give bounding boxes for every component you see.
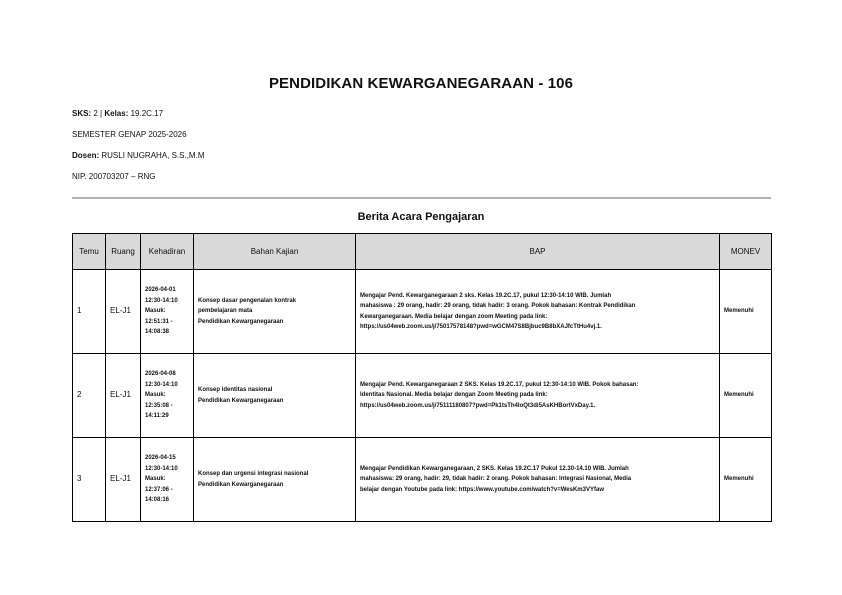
kehadiran-line: 14:08:16 <box>145 497 170 504</box>
cell-temu: 2 <box>73 354 106 438</box>
class-info <box>72 109 163 118</box>
kehadiran-line: 14:11:29 <box>145 413 169 420</box>
kehadiran-line: 12:35:08 - <box>145 402 173 409</box>
header-ruang: Ruang <box>106 234 141 270</box>
kehadiran-line: 2026-04-01 <box>145 287 176 294</box>
cell-ruang: EL-J1 <box>106 438 141 522</box>
kehadiran-line: 12:37:06 - <box>145 486 173 493</box>
kehadiran-line: 12:30-14:10 <box>145 381 178 388</box>
kehadiran-line: 2026-04-15 <box>145 455 176 462</box>
table-row <box>73 270 772 354</box>
header-bahan-kajian: Bahan Kajian <box>194 234 356 270</box>
sks-label: SKS: <box>72 109 92 118</box>
kelas-label: Kelas: <box>104 109 129 118</box>
kehadiran-line: 2026-04-08 <box>145 371 176 378</box>
bahan-line: Konsep dan urgensi integrasi nasional <box>198 471 309 477</box>
cell-temu: 3 <box>73 438 106 522</box>
nip-text: NIP. 200703207 – RNG <box>72 172 156 181</box>
bahan-line: Konsep identitas nasional <box>198 387 273 393</box>
cell-kehadiran <box>141 438 194 522</box>
bap-line: Kewarganegaraan. Media belajar dengan zoom Meeting pada link: <box>360 313 548 320</box>
cell-bahan-kajian <box>194 270 356 354</box>
bap-line: Mengajar Pend. Kewarganegaraan 2 sks. Kelas 19.2C.17, pukul 12:30-14:10 WIB. Jumlah <box>360 292 612 299</box>
bap-line: Identitas Nasional. Media belajar dengan Zoom Meeting pada link: <box>360 392 548 399</box>
cell-monev: Memenuhi <box>720 270 772 354</box>
bahan-line: Pendidikan Kewarganegaraan <box>198 481 284 488</box>
bap-line: mahasiswa : 29 orang, hadir: 29 orang, tidak hadir: 3 orang. Pokok bahasan: Kontrak Pendidikan <box>360 303 636 309</box>
cell-bap <box>356 354 720 438</box>
cell-ruang: EL-J1 <box>106 354 141 438</box>
dosen-label: Dosen: <box>72 151 100 160</box>
page-title: PENDIDIKAN KEWARGANEGARAAN - 106 <box>268 75 574 92</box>
bahan-line: Pendidikan Kewarganegaraan <box>198 397 284 404</box>
table-row <box>73 438 772 522</box>
cell-bap <box>356 270 720 354</box>
bahan-line: pembelajaran mata <box>198 308 253 315</box>
bap-line: https://us04web.zoom.us/j/75111180807?pwd=Pk1tsTh4IoQt3di5AsKHBortVxDay.1. <box>360 402 596 409</box>
kehadiran-line: 12:30-14:10 <box>145 465 178 472</box>
cell-ruang: EL-J1 <box>106 270 141 354</box>
cell-monev: Memenuhi <box>720 438 772 522</box>
cell-bahan-kajian <box>194 354 356 438</box>
semester-text: SEMESTER GENAP 2025-2026 <box>72 130 187 139</box>
section-title: Berita Acara Pengajaran <box>357 211 485 223</box>
divider <box>72 197 771 199</box>
header-bap: BAP <box>356 234 720 270</box>
bap-line: mahasiswa: 29 orang, hadir: 29, tidak hadir: 2 orang. Pokok bahasan: Integrasi Nasional, Media <box>360 476 632 483</box>
kehadiran-line: Masuk: <box>145 476 166 483</box>
header-temu: Temu <box>73 234 106 270</box>
cell-kehadiran <box>141 354 194 438</box>
cell-monev: Memenuhi <box>720 354 772 438</box>
bap-line: https://us04web.zoom.us/j/75017578148?pwd=wGCM47S8Bjbuc9B8bXAJfcTtHu4vj.1. <box>360 324 602 330</box>
header-monev: MONEV <box>720 234 772 270</box>
header-kehadiran: Kehadiran <box>141 234 194 270</box>
bap-line: belajar dengan Youtube pada link: https://www.youtube.com/watch?v=WesKm3VYfaw <box>360 486 604 493</box>
kehadiran-line: Masuk: <box>145 392 166 399</box>
kelas-value: 19.2C.17 <box>130 109 164 118</box>
kehadiran-line: 12:30-14:10 <box>145 297 178 304</box>
kehadiran-line: Masuk: <box>145 308 166 315</box>
cell-bahan-kajian <box>194 438 356 522</box>
kehadiran-line: 14:08:38 <box>145 329 170 336</box>
cell-bap <box>356 438 720 522</box>
table-row <box>73 354 772 438</box>
cell-temu: 1 <box>73 270 106 354</box>
bahan-line: Pendidikan Kewarganegaraan <box>198 318 284 325</box>
table-header-row <box>73 234 772 270</box>
bahan-line: Konsep dasar pengenalan kontrak <box>198 297 297 304</box>
bap-table <box>72 233 772 522</box>
sks-value: 2 <box>93 109 98 118</box>
lecturer-info <box>72 151 204 160</box>
separator: | <box>100 109 103 118</box>
kehadiran-line: 12:51:31 - <box>145 318 173 325</box>
dosen-value: RUSLI NUGRAHA, S.S.,M.M <box>101 151 205 160</box>
cell-kehadiran <box>141 270 194 354</box>
bap-line: Mengajar Pendidikan Kewarganegaraan, 2 SKS. Kelas 19.2C.17 Pukul 12.30-14.10 WIB. Jumlah <box>360 465 629 472</box>
bap-line: Mengajar Pend. Kewarganegaraan 2 SKS. Kelas 19.2C.17, pukul 12:30-14:10 WIB. Pokok bahasan: <box>360 381 639 388</box>
